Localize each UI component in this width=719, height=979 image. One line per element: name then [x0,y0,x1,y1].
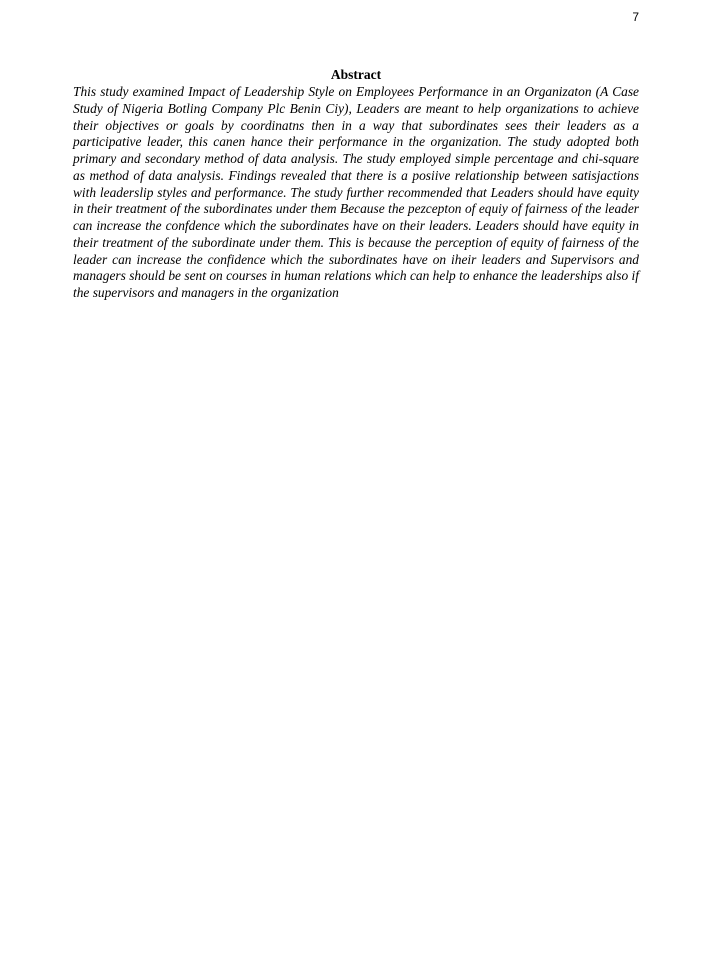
abstract-body: This study examined Impact of Leadership Style on Employees Performance in an Organizaton (A Case Study of Nigeria Botling Company Plc Benin Ciy), Leaders are meant to help organizations to achieve their objectives or goals by coordinatns then in a way that subordinates sees their leaders as a participative leader, this canen hance their performance in the organization. The study adopted both primary and secondary method of data analysis. The study employed simple percentage and chi-square as method of data analysis. Findings revealed that there is a posiive relationship between satisjactions with leaderslip styles and performance. The study further recommended that Leaders should have equity in their treatment of the subordinates under them Because the pezcepton of equiy of fairness of the leader can increase the confdence which the subordinates have on their leaders. Leaders should have equity in their treatment of the subordinate under them. This is because the perception of equity of fairness of the leader can increase the confidence which the subordinates have on iheir leaders and Supervisors and managers should be sent on courses in human relations which can help to enhance the leaderships also if the supervisors and managers in the organization [73,84,639,300]
abstract-heading: Abstract [330,67,382,82]
abstract-section [73,67,639,302]
page-number: 7 [632,10,639,24]
